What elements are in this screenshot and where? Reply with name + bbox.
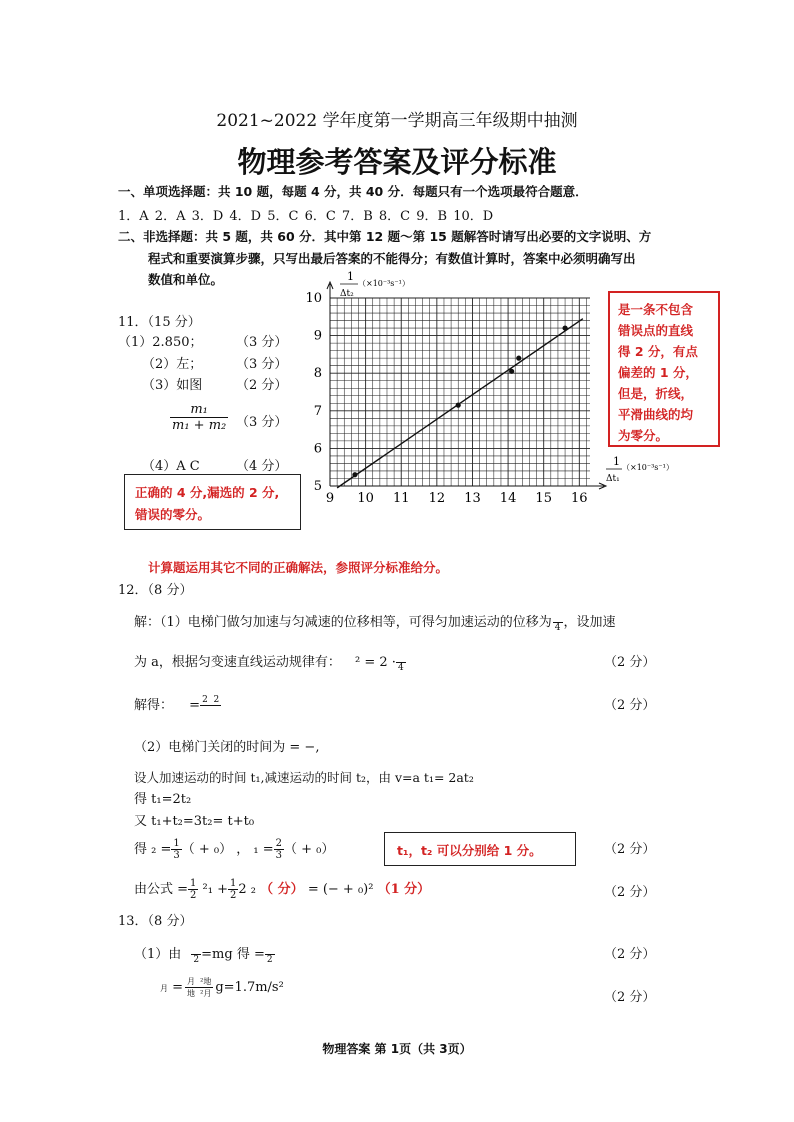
q11-scoring-note-line1: 正确的 4 分,漏选的 2 分, — [135, 485, 280, 500]
y-axis-label-num: 1 — [347, 270, 354, 283]
q12-part1-line1 — [134, 611, 616, 633]
q13-part1-line1-text: （1）由 — [134, 947, 182, 962]
x-axis-unit: （×10⁻³s⁻¹） — [622, 463, 674, 472]
graph-note-line: 偏差的 1 分， — [618, 365, 698, 380]
x-tick-label: 15 — [535, 491, 552, 506]
q12-part2-line6-a: 由公式 = — [134, 882, 189, 897]
q11-fraction-score: （3 分） — [236, 415, 288, 430]
q12-part2-line5-score: （2 分） — [604, 842, 656, 857]
y-axis-label-den: Δt₂ — [340, 289, 354, 299]
q11-fraction — [170, 402, 228, 433]
section2-heading-line3: 数值和单位。 — [148, 272, 224, 287]
q12-part1-line3-text: 解得： — [134, 698, 174, 713]
x-tick-label: 9 — [325, 491, 335, 506]
q12-part1-line3-eq: = — [189, 698, 201, 713]
q12-part2-line6-b: ²₁ + — [198, 882, 228, 897]
y-tick-label: 10 — [305, 291, 322, 306]
graph-note-line: 是一条不包含 — [618, 302, 694, 317]
graph-grid — [327, 282, 606, 489]
section1-heading: 一、单项选择题：共 10 题，每题 4 分，共 40 分．每题只有一个选项最符合题意． — [118, 184, 588, 199]
q12-frac-blank — [553, 612, 563, 623]
graph-note-line: 但是，折线， — [618, 386, 694, 401]
q12-part2-line4: 又 t₁+t₂=3t₂= t+t₀ — [134, 814, 255, 829]
q12-part1-line3: 解得： = 2 2 — [134, 695, 220, 713]
q12-frac-4: 4 — [554, 623, 561, 633]
q11-item3-score: （2 分） — [236, 378, 288, 393]
q11-item4-score: （4 分） — [236, 459, 288, 474]
y-tick-label: 5 — [313, 479, 322, 494]
section1-answers: 1．A 2．A 3．D 4．D 5．C 6．C 7．B 8．C 9．B 10．D — [118, 209, 494, 224]
graph-note-line: 得 2 分，有点 — [618, 344, 698, 359]
q12-part2-line1: （2）电梯门关闭的时间为 = −, — [134, 740, 320, 755]
x-tick-label: 11 — [392, 491, 410, 506]
x-axis-label-num: 1 — [613, 455, 620, 468]
x-tick-label: 16 — [571, 491, 588, 506]
graph-scoring-note-box — [608, 291, 720, 447]
section2-heading-line2: 程式和重要演算步骤，只写出最后答案的不能得分；有数值计算时，答案中必须明确写出 — [148, 251, 636, 266]
q13-part1-line1: （1）由 2 =mg 得 = 2 — [134, 943, 275, 965]
graph-note-line: 平滑曲线的均 — [618, 407, 694, 422]
q11-item1-score: （3 分） — [236, 335, 288, 350]
q12-part2-line5-c: （ + ₀） — [284, 842, 335, 857]
q12-part1-line3-score: （2 分） — [604, 698, 656, 713]
q11-item2-score: （3 分） — [236, 357, 288, 372]
q13-label: 13．（8 分） — [118, 914, 193, 929]
q12-part2-line5: 得 ₂ = $\frac{1}{3}$ （ + ₀） ， ₁ = $\frac{2}{3}$ （ + ₀） — [134, 838, 335, 861]
data-point — [456, 403, 461, 408]
q12-time-note: t₁，t₂ 可以分别给 1 分。 — [397, 843, 542, 858]
graph-scoring-note — [618, 299, 698, 446]
y-tick-label: 8 — [313, 366, 322, 382]
q12-part2-line6: 由公式 = $\frac{1}{2}$ ²₁ + $\frac{1}{2}$ 2 ₂ （ 分） = (− + ₀)² （1 分） — [134, 878, 431, 901]
x-tick-label: 13 — [464, 491, 481, 506]
q11-scoring-note-line2: 错误的零分。 — [135, 507, 211, 522]
general-note: 计算题运用其它不同的正确解法，参照评分标准给分。 — [148, 560, 449, 575]
q12-time-note-box — [384, 832, 576, 866]
q12-part2-line5-a: 得 ₂ = — [134, 842, 172, 857]
data-point — [516, 356, 521, 361]
x-tick-label: 14 — [499, 491, 517, 506]
graph-ticks — [305, 291, 587, 506]
q13-part1-line2-eq: g=1.7m/s² — [215, 980, 284, 995]
q12-part2-line6-c: 2 ₂ — [238, 882, 256, 897]
q11-item2: （2）左； — [142, 357, 203, 372]
section2-heading-line1: 二、非选择题：共 5 题，共 60 分．其中第 12 题～第 15 题解答时请写出必要的文字说明、方 — [118, 229, 652, 244]
graph-note-line: 错误点的直线 — [618, 323, 694, 338]
exam-subtitle: 2021~2022 学年度第一学期高三年级期中抽测 — [216, 111, 578, 131]
q11-item3: （3）如图 — [142, 378, 203, 393]
page-footer: 物理答案 第 1页（共 3页） — [322, 1042, 472, 1056]
q12-part1-line1-tail: ，设加速 — [563, 615, 616, 630]
q12-part2-line5-b: （ + ₀） ， ₁ = — [181, 842, 274, 857]
x-tick-label: 12 — [428, 491, 446, 506]
q13-part1-line1-score: （2 分） — [604, 947, 656, 962]
q13-part1-line2: 月 = $\frac{\text{月 ²地}}{\text{地 ²月}}$ g=1.7m/s² — [160, 977, 284, 998]
y-tick-label: 7 — [313, 403, 322, 419]
q11-fraction-numerator: m₁ — [170, 402, 228, 418]
data-point — [562, 325, 567, 330]
q12-part1-line2-text: 为 a，根据匀变速直线运动规律有： — [134, 655, 341, 670]
q12-part1-line2-score: （2 分） — [604, 655, 656, 670]
data-point — [352, 472, 357, 477]
graph-note-line: 为零分。 — [618, 428, 669, 443]
q12-part1-line1-text: 解：（1）电梯门做匀加速与匀减速的位移相等，可得匀加速运动的位移为 — [134, 615, 552, 630]
x-axis-label-den: Δt₁ — [606, 474, 620, 484]
q12-part2-line6-red1: （ 分） — [260, 882, 304, 897]
y-tick-label: 9 — [313, 328, 322, 344]
q11-fraction-denominator: m₁ + m₂ — [172, 418, 227, 433]
q12-label: 12．（8 分） — [118, 583, 193, 598]
x-tick-label: 10 — [357, 491, 374, 506]
q13-part1-line1-eq: =mg 得 = — [201, 947, 265, 962]
q11-item4: （4）A C — [142, 459, 200, 474]
q13-part1-line2-score: （2 分） — [604, 990, 656, 1005]
data-point — [509, 369, 514, 374]
q12-part2-line6-score: （2 分） — [604, 885, 656, 900]
page-title: 物理参考答案及评分标准 — [237, 145, 557, 179]
q12-part2-line3: 得 t₁=2t₂ — [134, 792, 192, 807]
q12-part2-line2: 设人加速运动的时间 t₁,减速运动的时间 t₂，由 v=a t₁= 2at₂ — [134, 770, 474, 785]
y-tick-label: 6 — [313, 441, 322, 457]
q12-part1-line2: 为 a，根据匀变速直线运动规律有： ² = 2 · 4 — [134, 651, 406, 673]
q11-label: 11．（15 分） — [118, 315, 201, 330]
q12-part2-line6-d: = (− + ₀)² — [307, 882, 374, 897]
y-axis-unit: （×10⁻³s⁻¹） — [358, 279, 410, 288]
q11-item1: （1）2.850； — [118, 335, 203, 350]
q11-scoring-note-box — [124, 474, 301, 530]
q12-part1-line2-eq: ² = 2 · — [355, 655, 396, 670]
q12-part2-line6-red2: （1 分） — [377, 882, 431, 897]
